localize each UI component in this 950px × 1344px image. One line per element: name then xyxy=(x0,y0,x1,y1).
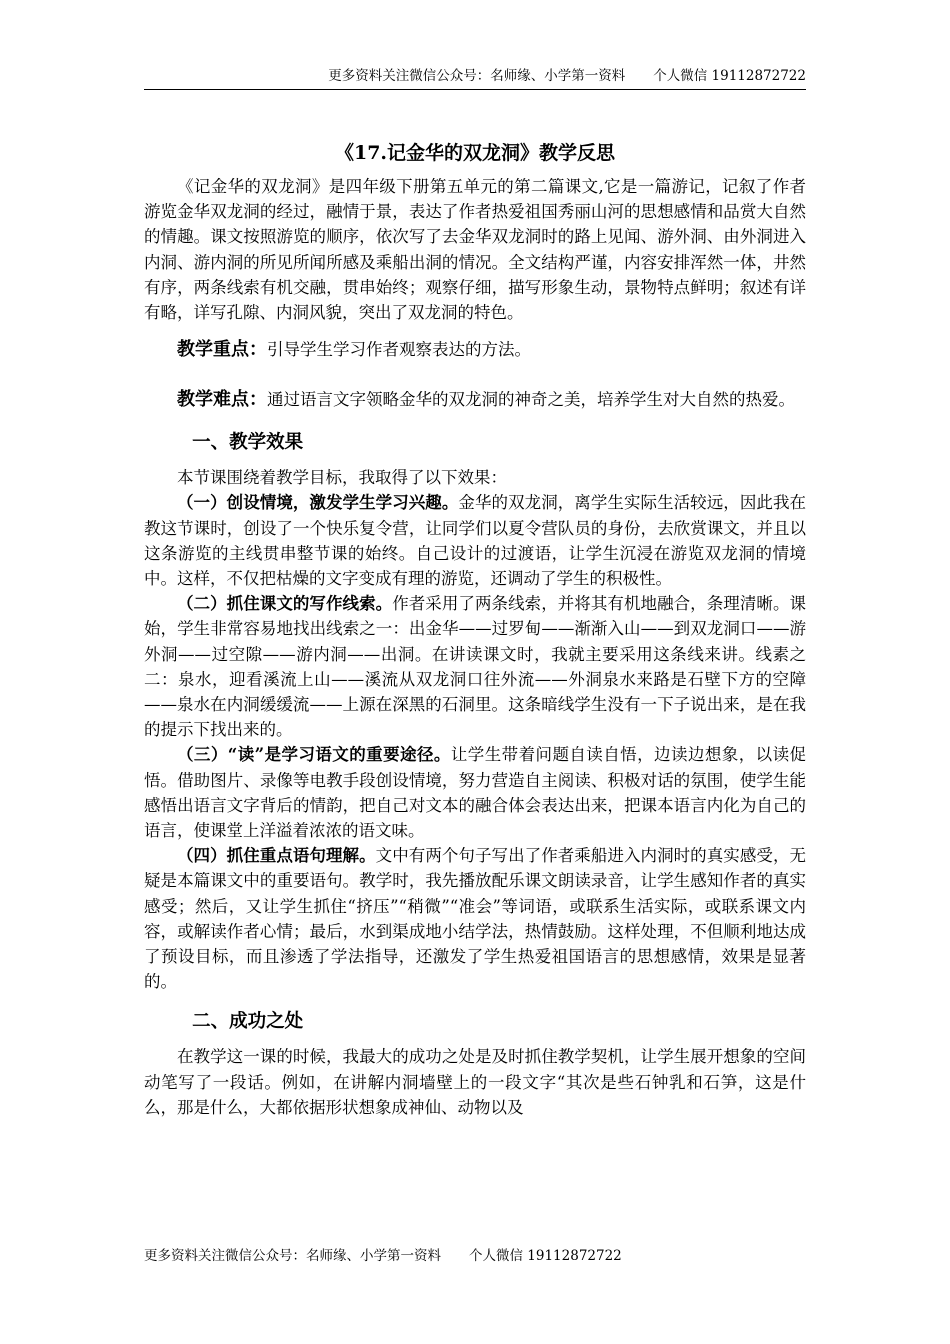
effect-item-text: 金华的双龙洞，离学生实际生活较远，因此我在教这节课时，创设了一个快乐复令营，让同学们以夏令营队员的身份，去欣赏课文，并且以这条游览的主线贯串整节课的始终。自己设计的过渡语，让学生沉浸在游览双龙洞的情境中。这样，不仅把枯燥的文字变成有理的游览，还调动了学生的积极性。 xyxy=(144,493,807,589)
effect-item-text: 作者采用了两条线索，并将其有机地融合，条理清晰。课始，学生非常容易地找出线索之一：出金华——过罗甸——渐渐入山——到双龙洞口——游外洞——过空隙——游内洞——出洞。在讲读课文时，我就主要采用这条线来讲。线素之二：泉水，迎看溪流上山——溪流从双龙洞口往外流——外洞泉水来路是石壁下方的空障——泉水在内洞缓缓流——上源在深黑的石洞里。这条暗线学生没有一下子说出来，是在我的提示下找出来的。 xyxy=(144,594,807,740)
effects-lead: 本节课围绕着教学目标，我取得了以下效果： xyxy=(177,468,507,488)
header-promo-text: 更多资料关注微信公众号：名师缘、小学第一资料 xyxy=(328,68,626,84)
effect-item-text: 文中有两个句子写出了作者乘船进入内洞时的真实感受，无疑是本篇课文中的重要语句。教学时，我先播放配乐课文朗读录音，让学生感知作者的真实感受；然后，又让学生抓住“挤压”“稍微”“准会”等词语，或联系生活实际，或联系课文内容，或解读作者心情；最后，水到渠成地小结学法，热情鼓励。这样处理，不但顺利地达成了预设目标，而且渗透了学法指导，还激发了学生热爱祖国语言的思想感情，效果是显著的。 xyxy=(144,846,807,992)
document-body xyxy=(144,140,806,1120)
effect-item-label: （二）抓住课文的写作线索。 xyxy=(177,594,393,614)
effect-item-label: （三）“读”是学习语文的重要途径。 xyxy=(177,745,451,765)
effect-item xyxy=(144,843,806,994)
document-title: 《17.记金华的双龙洞》教学反思 xyxy=(334,142,616,164)
teaching-focus-text: 引导学生学习作者观察表达的方法。 xyxy=(267,340,531,360)
page-header xyxy=(144,66,806,86)
footer-wechat-text: 个人微信 19112872722 xyxy=(469,1248,622,1264)
section-heading-successes: 二、成功之处 xyxy=(192,1011,304,1033)
header-wechat-text: 个人微信 19112872722 xyxy=(653,68,806,84)
page-footer xyxy=(144,1246,622,1266)
teaching-difficulty-text: 通过语言文字领略金华的双龙洞的神奇之美，培养学生对大自然的热爱。 xyxy=(267,390,795,410)
section-heading-effects: 一、教学效果 xyxy=(192,432,304,454)
teaching-focus-label: 教学重点： xyxy=(177,339,267,361)
effect-item xyxy=(144,490,806,591)
effect-item xyxy=(144,742,806,843)
effect-item-label: （四）抓住重点语句理解。 xyxy=(177,846,376,866)
header-rule xyxy=(144,89,806,90)
teaching-difficulty-label: 教学难点： xyxy=(177,389,267,411)
effect-item-label: （一）创设情境，激发学生学习兴趣。 xyxy=(177,493,459,513)
teaching-focus xyxy=(144,335,806,365)
footer-promo-text: 更多资料关注微信公众号：名师缘、小学第一资料 xyxy=(144,1248,441,1264)
intro-paragraph: 《记金华的双龙洞》是四年级下册第五单元的第二篇课文,它是一篇游记，记叙了作者游览金华双龙洞的经过，融情于景，表达了作者热爱祖国秀丽山河的思想感情和品赏大自然的情趣。课文按照游览的顺序，依次写了去金华双龙洞时的路上见闻、游外洞、由外洞进入内洞、游内洞的所见所闻所感及乘船出洞的情况。全文结构严谨，内容安排浑然一体，井然有序，两条线索有机交融，贯串始终；观察仔细，描写形象生动，景物特点鲜明；叙述有详有略，详写孔隙、内洞风貌，突出了双龙洞的特色。 xyxy=(144,177,806,323)
teaching-difficulty xyxy=(144,385,806,415)
successes-paragraph: 在教学这一课的时候，我最大的成功之处是及时抓住教学契机，让学生展开想象的空间动笔写了一段话。例如，在讲解内洞墙壁上的一段文字“其次是些石钟乳和石笋，这是什么，那是什么，大都依据形状想象成神仙、动物以及 xyxy=(144,1047,806,1117)
effect-item-text: 让学生带着问题自读自悟，边读边想象，以读促悟。借助图片、录像等电教手段创设情境，努力营造自主阅读、积极对话的氛围，使学生能感悟出语言文字背后的情韵，把自己对文本的融合体会表达出来，把课本语言内化为自己的语言，使课堂上洋溢着浓浓的语文味。 xyxy=(144,745,807,841)
effect-item xyxy=(144,591,806,742)
